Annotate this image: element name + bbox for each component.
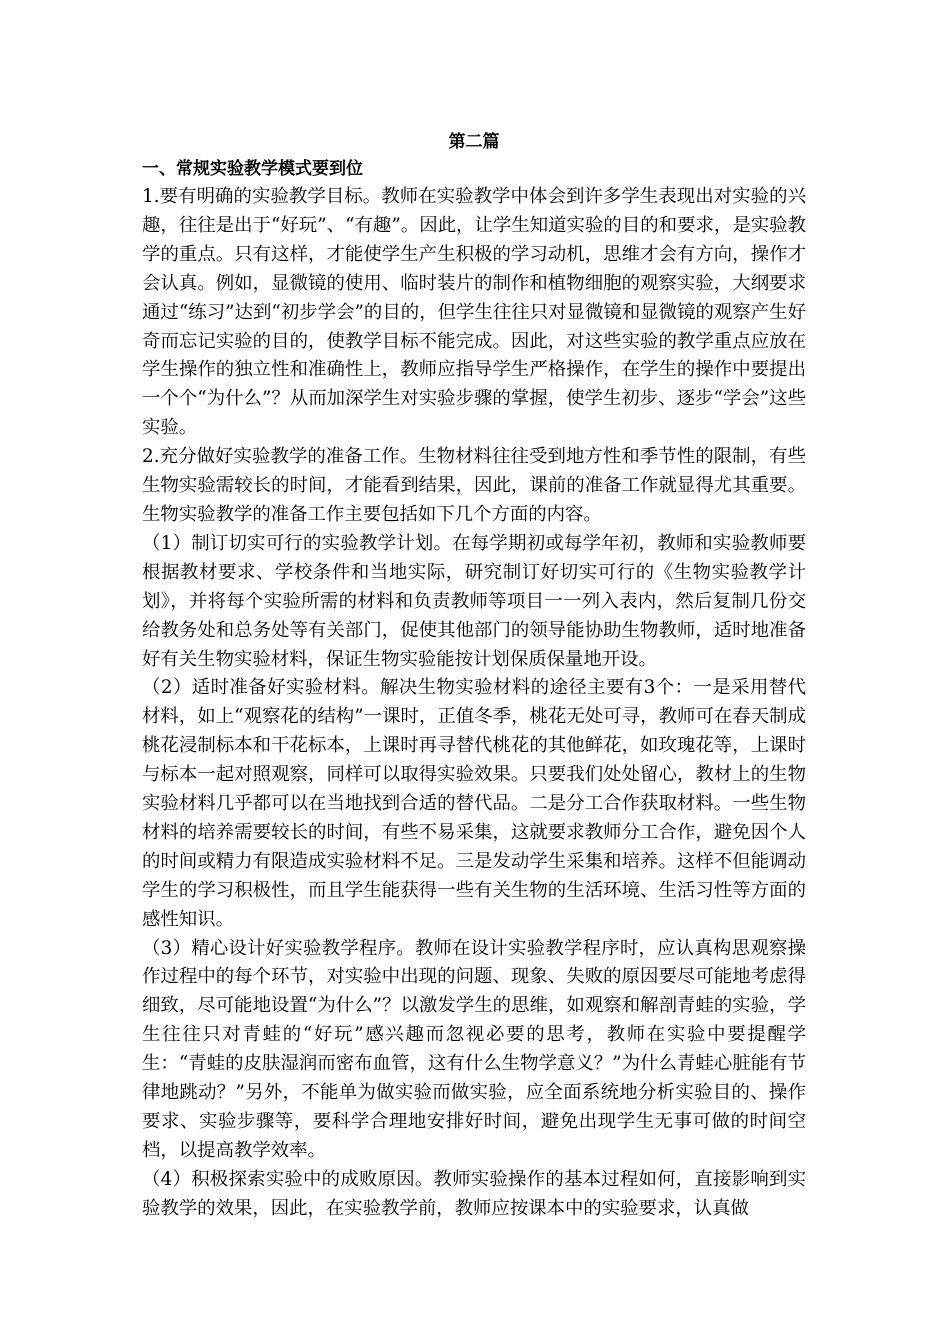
section-heading: 一、常规实验教学模式要到位 <box>142 159 363 179</box>
paragraph-1: 1.要有明确的实验教学目标。教师在实验教学中体会到许多学生表现出对实验的兴趣，往往是出于“好玩”、“有趣”。因此，让学生知道实验的目的和要求，是实验教学的重点。只有这样，才能使学生产生积极的学习动机，思维才会有方向，操作才会认真。例如，显微镜的使用、临时装片的制作和植物细胞的观察实验，大纲要求通过“练习”达到“初步学会”的目的，但学生往往只对显微镜和显微镜的观察产生好奇而忘记实验的目的，使教学目标不能完成。因此，对这些实验的教学重点应放在学生操作的独立性和准确性上，教师应指导学生严格操作，在学生的操作中要提出一个个“为什么”？从而加深学生对实验步骤的掌握，使学生初步、逐步“学会”这些实验。 <box>142 186 806 439</box>
paragraph-4: （2）适时准备好实验材料。解决生物实验材料的途径主要有3个：一是采用替代材料，如上“观察花的结构”一课时，正值冬季，桃花无处可寻，教师可在春天制成桃花浸制标本和干花标本，上课时再寻替代桃花的其他鲜花，如玫瑰花等，上课时与标本一起对照观察，同样可以取得实验效果。只要我们处处留心，教材上的生物实验材料几乎都可以在当地找到合适的替代品。二是分工合作获取材料。一些生物材料的培养需要较长的时间，有些不易采集，这就要求教师分工合作，避免因个人的时间或精力有限造成实验材料不足。三是发动学生采集和培养。这样不但能调动学生的学习积极性，而且学生能获得一些有关生物的生活环境、生活习性等方面的感性知识。 <box>142 677 806 930</box>
paragraph-2: 2.充分做好实验教学的准备工作。生物材料往往受到地方性和季节性的限制，有些生物实验需较长的时间，才能看到结果，因此，课前的准备工作就显得尤其重要。生物实验教学的准备工作主要包括如下几个方面的内容。 <box>142 446 806 525</box>
document-page <box>142 130 806 1224</box>
document-title: 第二篇 <box>448 132 500 152</box>
paragraph-5: （3）精心设计好实验教学程序。教师在设计实验教学程序时，应认真构思观察操作过程中的每个环节，对实验中出现的问题、现象、失败的原因要尽可能地考虑得细致，尽可能地设置“为什么”？以激发学生的思维，如观察和解剖青蛙的实验，学生往往只对青蛙的“好玩”感兴趣而忽视必要的思考，教师在实验中要提醒学生：“青蛙的皮肤湿润而密布血管，这有什么生物学意义？”为什么青蛙心脏能有节律地跳动？”另外，不能单为做实验而做实验，应全面系统地分析实验目的、操作要求、实验步骤等，要科学合理地安排好时间，避免出现学生无事可做的时间空档，以提高教学效率。 <box>142 937 806 1161</box>
paragraph-6: （4）积极探索实验中的成败原因。教师实验操作的基本过程如何，直接影响到实验教学的效果，因此，在实验教学前，教师应按课本中的实验要求，认真做 <box>142 1168 806 1219</box>
paragraph-3: （1）制订切实可行的实验教学计划。在每学期初或每学年初，教师和实验教师要根据教材要求、学校条件和当地实际，研究制订好切实可行的《生物实验教学计划》，并将每个实验所需的材料和负责教师等项目一一列入表内，然后复制几份交给教务处和总务处等有关部门，促使其他部门的领导能协助生物教师，适时地准备好有关生物实验材料，保证生物实验能按计划保质保量地开设。 <box>142 532 806 670</box>
